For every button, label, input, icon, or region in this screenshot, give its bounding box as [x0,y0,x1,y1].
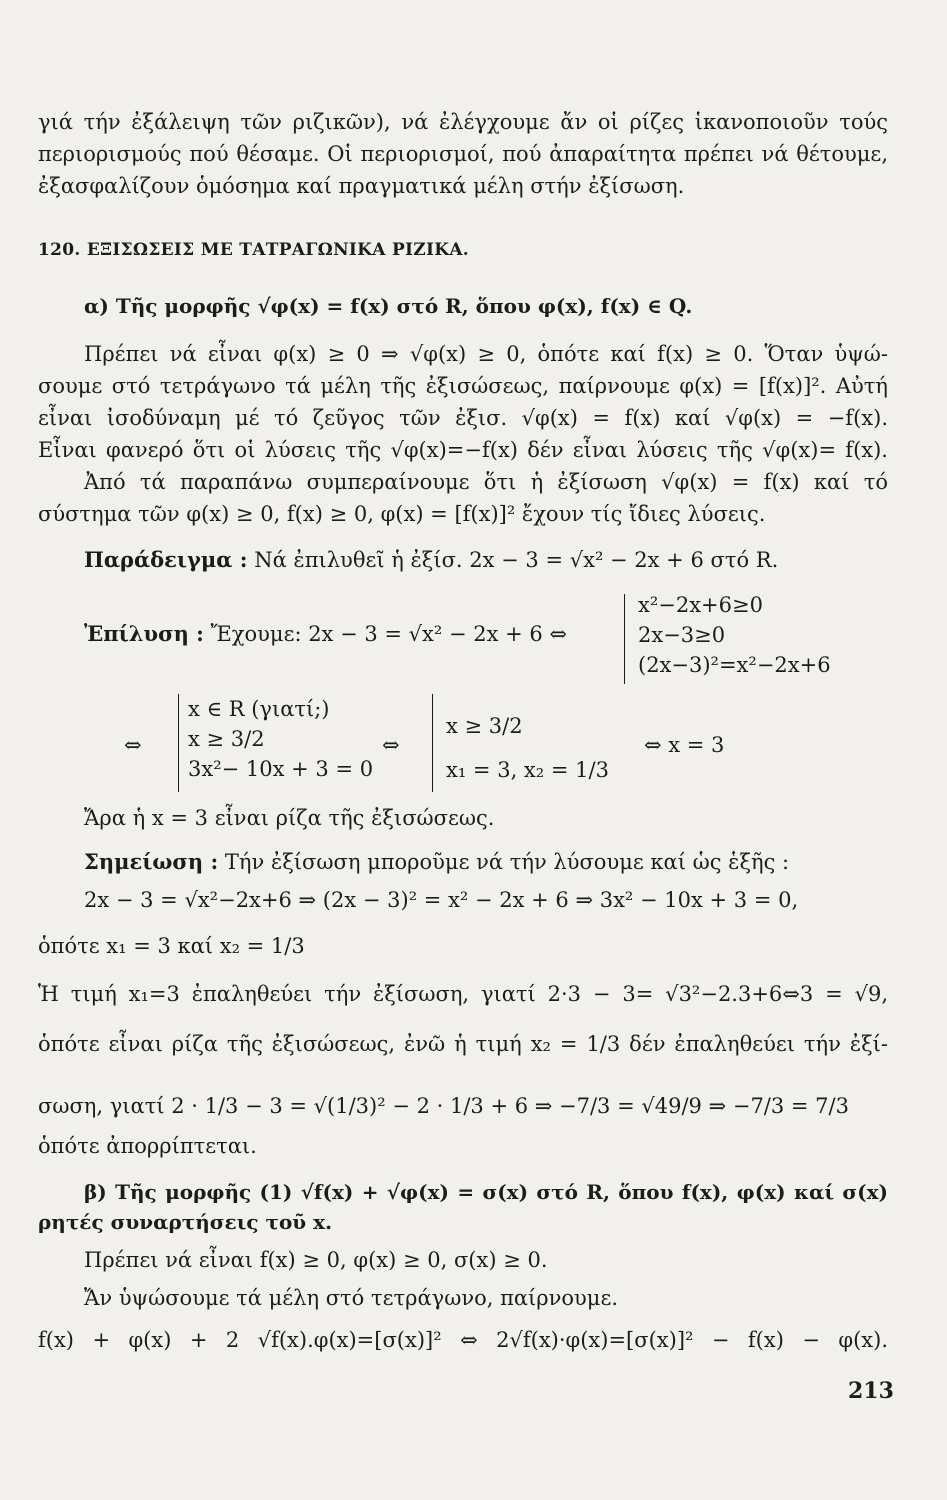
system1-row-1: x²−2x+6≥0 [638,593,763,617]
system2-row-3: 3x²− 10x + 3 = 0 [188,757,374,781]
system3-row-2: x₁ = 3, x₂ = 1/3 [446,758,609,782]
note-label: Σημείωση : [84,849,219,874]
case-b-line-2: Ἄν ὑψώσουμε τά μέλη στό τετράγωνο, παίρνουμε. [84,1286,619,1310]
note-equation-2: ὁπότε x₁ = 3 καί x₂ = 1/3 [38,934,305,958]
case-b-title-2: ρητές συναρτήσεις τοῦ x. [38,1210,333,1234]
system2-row-1: x ∈ R (γιατί;) [188,697,330,721]
system3-brace [432,694,433,792]
case-b-title: β) Τῆς μορφῆς (1) √f(x) + √φ(x) = σ(x) στό R, ὅπου f(x), φ(x) καί σ(x) [84,1180,888,1204]
intro-line-2: περιορισμούς πού θέσαμε. Οἱ περιορισμοί, πού ἀπαραίτητα πρέπει νά θέτουμε, [38,142,888,166]
solution-line [84,620,644,648]
case-a-line-6: σύστημα τῶν φ(x) ≥ 0, f(x) ≥ 0, φ(x) = [f(x)]² ἔχουν τίς ἴδιες λύσεις. [38,502,766,526]
note-check-2: ὁπότε εἶναι ρίζα τῆς ἐξισώσεως, ἐνῶ ἡ τιμή x₂ = 1/3 δέν ἐπαληθεύει τήν ἐξί- [38,1032,888,1056]
system3 [446,704,609,792]
case-a-line-5: Ἀπό τά παραπάνω συμπεραίνουμε ὅτι ἡ ἐξίσωση √φ(x) = f(x) καί τό [84,470,888,494]
case-a-title: α) Τῆς μορφῆς √φ(x) = f(x) στό R, ὅπου φ(x), f(x) ∈ Q. [84,294,693,318]
system1 [638,590,831,680]
case-b-line-3: f(x) + φ(x) + 2 √f(x).φ(x)=[σ(x)]² ⇔ 2√f(x)·φ(x)=[σ(x)]² − f(x) − φ(x). [38,1328,888,1352]
note-equation-1: 2x − 3 = √x²−2x+6 ⇒ (2x − 3)² = x² − 2x + 6 ⇒ 3x² − 10x + 3 = 0, [84,888,799,912]
intro-line-3: ἐξασφαλίζουν ὁμόσημα καί πραγματικά μέλη στήν ἐξίσωση. [38,174,685,198]
section-heading: 120. ΕΞΙΣΩΣΕΙΣ ΜΕ ΤΑΤΡΑΓΩΝΙΚΑ ΡΙΖΙΚΑ. [38,240,470,260]
intro-line-1: γιά τήν ἐξάλειψη τῶν ριζικῶν), νά ἐλέγχουμε ἄν οἱ ρίζες ἱκανοποιοῦν τούς [38,110,888,134]
case-a-line-3: εἶναι ἰσοδύναμη μέ τό ζεῦγος τῶν ἐξισ. √φ(x) = f(x) καί √φ(x) = −f(x). [38,406,888,430]
note-text: Τήν ἐξίσωση μποροῦμε νά τήν λύσουμε καί ὡς ἑξῆς : [224,850,790,874]
note-check-3: σωση, γιατί 2 · 1/3 − 3 = √(1/3)² − 2 · 1/3 + 6 ⇒ −7/3 = √49/9 ⇒ −7/3 = 7/3 [38,1094,849,1118]
conclusion: Ἄρα ἡ x = 3 εἶναι ρίζα τῆς ἐξισώσεως. [84,806,495,830]
example-label: Παράδειγμα : [84,547,248,572]
case-a-line-2: σουμε στό τετράγωνο τά μέλη τῆς ἐξισώσεως, παίρνουμε φ(x) = [f(x)]². Αὐτή [38,374,888,398]
note-check-4: ὁπότε ἀπορρίπτεται. [38,1134,257,1158]
system3-row-1: x ≥ 3/2 [446,714,523,738]
equiv-2: ⇔ [382,733,400,757]
case-a-line-1: Πρέπει νά εἶναι φ(x) ≥ 0 ⇒ √φ(x) ≥ 0, ὁπότε καί f(x) ≥ 0. Ὅταν ὑψώ- [84,342,888,366]
system-result: ⇔ x = 3 [644,733,725,757]
system1-row-3: (2x−3)²=x²−2x+6 [638,653,831,677]
system2-brace [178,694,179,792]
equiv-1: ⇔ [124,733,142,757]
example-text: Νά ἐπιλυθεῖ ἡ ἐξίσ. 2x − 3 = √x² − 2x + 6 στό R. [254,548,779,572]
case-b-line-1: Πρέπει νά εἶναι f(x) ≥ 0, φ(x) ≥ 0, σ(x) ≥ 0. [84,1248,548,1272]
system2-row-2: x ≥ 3/2 [188,727,265,751]
page-number: 213 [848,1378,894,1404]
example-line [84,546,884,574]
system1-brace [624,594,625,684]
note-line [84,848,884,876]
solution-label: Ἐπίλυση : [84,621,204,646]
system2 [188,694,373,784]
solution-text: Ἔχουμε: 2x − 3 = √x² − 2x + 6 ⇔ [210,622,568,646]
system1-row-2: 2x−3≥0 [638,623,726,647]
note-check-1: Ἡ τιμή x₁=3 ἐπαληθεύει τήν ἐξίσωση, γιατί 2·3 − 3= √3²−2.3+6⇔3 = √9, [38,982,888,1006]
case-a-line-4: Εἶναι φανερό ὅτι οἱ λύσεις τῆς √φ(x)=−f(x) δέν εἶναι λύσεις τῆς √φ(x)= f(x). [38,438,888,462]
